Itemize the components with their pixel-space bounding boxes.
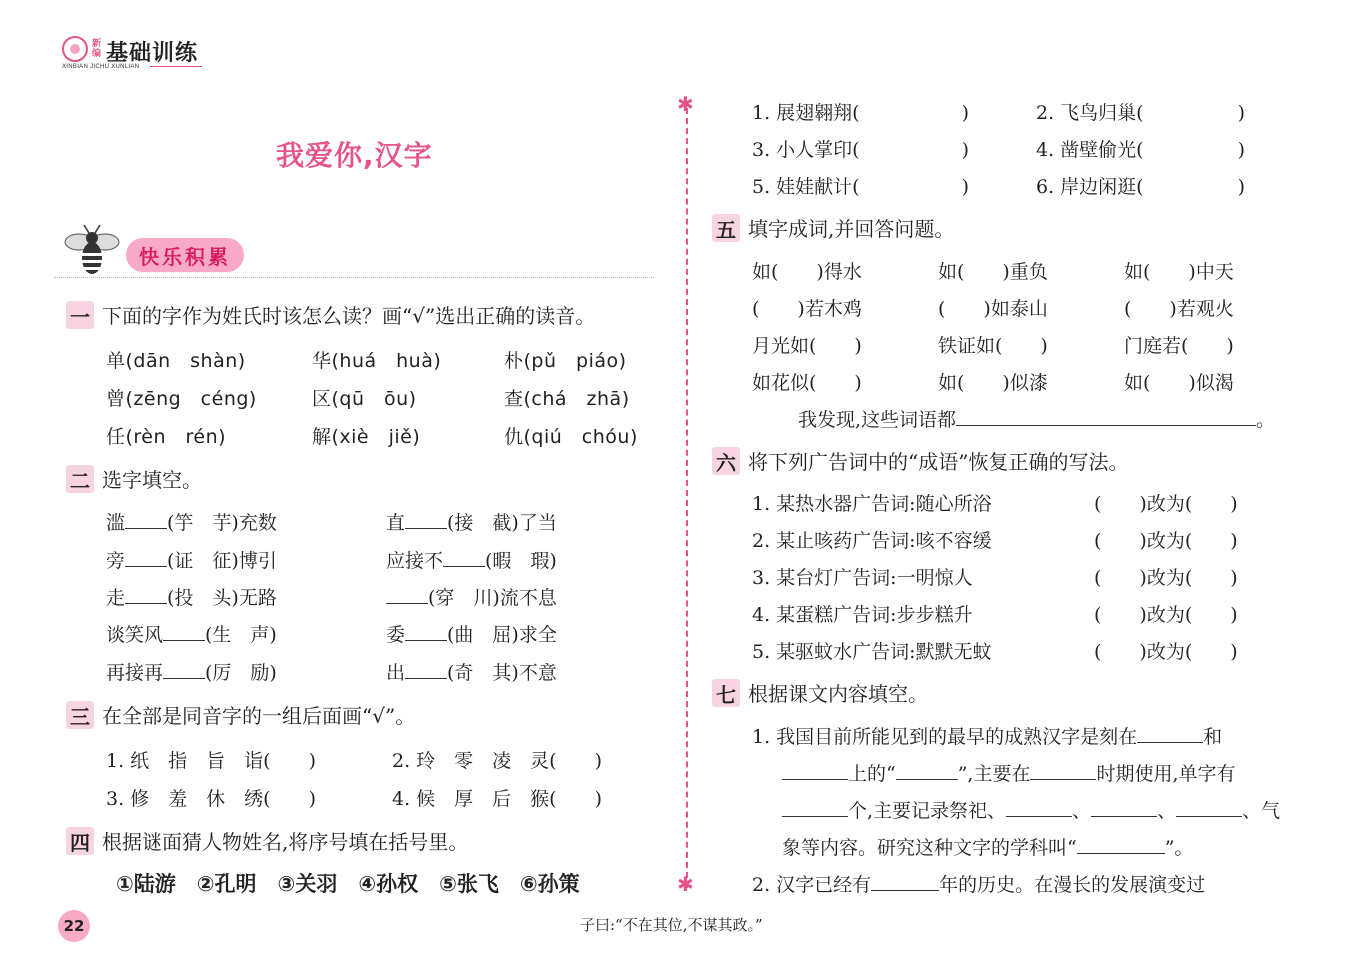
answer-blank[interactable] [956,407,1256,426]
riddle-item: 6. 岸边闲逛( ) [1036,176,1246,198]
answer-blank[interactable] [386,585,428,604]
fill-item: 应接不 (暇 瑕) [386,550,557,572]
section-7-number: 七 [712,679,740,707]
ad-item: 3. 某台灯广告词:一明惊人 [752,567,973,589]
brand-header [62,36,198,67]
pinyin-item: 解(xiè jiě) [312,426,421,448]
answer-blank[interactable] [125,510,167,529]
section-6-title: 将下列广告词中的“成语”恢复正确的写法。 [748,450,1129,474]
banner-divider [54,277,654,278]
star-icon: ✱ [677,92,694,116]
pinyin-item: 查(chá zhā) [504,388,630,410]
section-banner: 快乐积累 [126,238,244,272]
idiom-item: ( )如泰山 [938,298,1048,320]
pinyin-item: 华(huá huà) [312,350,442,372]
fill-item: 委 (曲 屈)求全 [386,624,557,646]
page-divider [686,108,688,888]
passage-line: 个,主要记录祭祀、 、 、 、气 [782,796,1280,823]
idiom-item: 月光如( ) [752,335,862,357]
answer-blank[interactable] [782,761,848,780]
section-1-number: 一 [66,301,94,329]
names-list: ①陆游 ②孔明 ③关羽 ④孙权 ⑤张飞 ⑥孙策 [116,872,580,896]
idiom-item: 门庭若( ) [1124,335,1234,357]
ad-correction: ( )改为( ) [1094,493,1238,515]
section-5-heading [712,213,954,242]
answer-blank[interactable] [405,622,447,641]
ad-item: 1. 某热水器广告词:随心所浴 [752,493,992,515]
idiom-item: 如( )重负 [938,261,1048,283]
idiom-item: ( )若观火 [1124,298,1234,320]
brand-new-label: 新编 [92,39,102,59]
idiom-item: 如( )似漆 [938,372,1048,394]
answer-blank[interactable] [1077,835,1165,854]
answer-blank[interactable] [782,798,848,817]
answer-blank[interactable] [163,622,205,641]
idiom-item: 如( )得水 [752,261,862,283]
brand-underline [150,66,202,67]
section-6-number: 六 [712,447,740,475]
section-2-number: 二 [66,465,94,493]
section-3-title: 在全部是同音字的一组后面画“√”。 [102,704,416,728]
idiom-item: 铁证如( ) [938,335,1048,357]
fill-item: 走 (投 头)无路 [106,587,277,609]
homophone-item: 2. 玲 零 凌 灵( ) [392,750,602,772]
answer-blank[interactable] [871,872,939,891]
passage-line: 象等内容。研究这种文字的学科叫“ ”。 [782,837,1194,859]
pinyin-item: 任(rèn rén) [106,426,227,448]
answer-blank[interactable] [896,761,958,780]
section-7-heading [712,678,928,707]
footer-quote: 子曰:“不在其位,不谋其政。” [580,916,763,934]
ad-correction: ( )改为( ) [1094,567,1238,589]
star-icon: ✱ [677,872,694,896]
ad-correction: ( )改为( ) [1094,641,1238,663]
answer-blank[interactable] [125,585,167,604]
answer-blank[interactable] [1176,798,1242,817]
fill-item: 滥 (竽 芋)充数 [106,512,277,534]
idiom-item: 如( )似渴 [1124,372,1234,394]
fill-item: 出 (奇 其)不意 [386,662,557,684]
bee-icon [62,222,122,282]
section-5-title: 填字成词,并回答问题。 [748,217,955,241]
fill-item: 旁 (证 征)博引 [106,550,277,572]
homophone-item: 3. 修 羞 休 绣( ) [106,788,316,810]
pinyin-item: 朴(pǔ piáo) [504,350,627,372]
section-4-number: 四 [66,827,94,855]
ad-correction: ( )改为( ) [1094,604,1238,626]
answer-blank[interactable] [1030,761,1096,780]
section-1-title: 下面的字作为姓氏时该怎么读？画“√”选出正确的读音。 [102,304,596,328]
answer-blank[interactable] [125,548,167,567]
passage-line: 1. 我国目前所能见到的最早的成熟汉字是刻在 和 [752,726,1223,748]
passage-line: 2. 汉字已经有 年的历史。在漫长的发展演变过 [752,874,1206,896]
riddle-item: 5. 娃娃献计( ) [752,176,970,198]
answer-blank[interactable] [443,548,485,567]
section-3-number: 三 [66,701,94,729]
discover-line: 我发现,这些词语都 。 [798,409,1276,431]
answer-blank[interactable] [1006,798,1072,817]
fill-item: 直 (接 截)了当 [386,512,557,534]
fill-item: 再接再 (厉 励) [106,662,277,684]
answer-blank[interactable] [405,660,447,679]
section-4-title: 根据谜面猜人物姓名,将序号填在括号里。 [102,830,469,854]
answer-blank[interactable] [1137,724,1203,743]
pinyin-item: 曾(zēng céng) [106,388,257,410]
riddle-item: 3. 小人掌印( ) [752,139,970,161]
pinyin-item: 仇(qiú chóu) [504,426,638,448]
section-3-heading [66,700,415,729]
riddle-item: 1. 展翅翱翔( ) [752,102,970,124]
idiom-item: ( )若木鸡 [752,298,862,320]
homophone-item: 1. 纸 指 旨 诣( ) [106,750,316,772]
ad-item: 4. 某蛋糕广告词:步步糕升 [752,604,973,626]
ad-item: 2. 某止咳药广告词:咳不容缓 [752,530,992,552]
section-2-title: 选字填空。 [102,468,202,492]
flower-logo-icon [62,36,88,62]
ad-item: 5. 某驱蚊水广告词:默默无蚊 [752,641,992,663]
homophone-item: 4. 候 厚 后 猴( ) [392,788,602,810]
lesson-title: 我爱你,汉字 [276,139,433,172]
riddle-item: 2. 飞鸟归巢( ) [1036,102,1246,124]
fill-item: (穿 川)流不息 [386,583,557,610]
riddle-item: 4. 凿壁偷光( ) [1036,139,1246,161]
answer-blank[interactable] [163,660,205,679]
pinyin-item: 单(dān shàn) [106,350,246,372]
answer-blank[interactable] [405,510,447,529]
section-2-heading [66,464,202,493]
pinyin-item: 区(qū ōu) [312,388,417,410]
idiom-item: 如花似( ) [752,372,862,394]
answer-blank[interactable] [1091,798,1157,817]
fill-item: 谈笑风 (生 声) [106,624,277,646]
section-7-title: 根据课文内容填空。 [748,682,928,706]
idiom-item: 如( )中天 [1124,261,1234,283]
section-4-heading [66,826,468,855]
section-1-heading [66,300,595,329]
section-5-number: 五 [712,214,740,242]
page-number: 22 [58,910,90,942]
passage-line: 上的“ ”,主要在 时期使用,单字有 [782,759,1236,786]
brand-title: 基础训练 [106,41,199,66]
section-6-heading [712,446,1128,475]
ad-correction: ( )改为( ) [1094,530,1238,552]
brand-pinyin: XINBIAN JICHU XUNLIAN [62,64,140,70]
